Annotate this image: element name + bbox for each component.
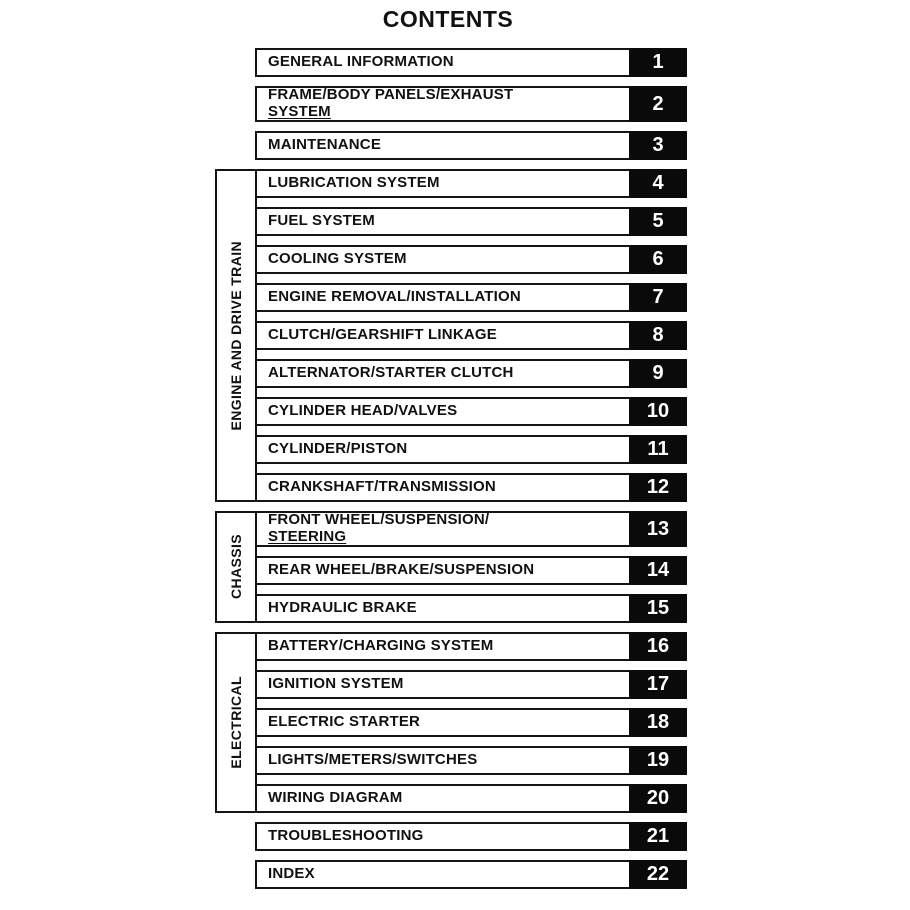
chapter-number: 20 [629, 784, 687, 813]
chapter-title: BATTERY/CHARGING SYSTEM [255, 632, 631, 661]
chapter-title: ELECTRIC STARTER [255, 708, 631, 737]
section-top [215, 48, 687, 160]
toc-row [255, 860, 687, 889]
chapter-number: 2 [629, 86, 687, 122]
toc-row [255, 594, 687, 623]
group-spacer [215, 48, 257, 160]
group-label-chassis: CHASSIS [215, 511, 257, 623]
table-of-contents [215, 48, 687, 889]
chapter-title: INDEX [255, 860, 631, 889]
chapter-number: 11 [629, 435, 687, 464]
chapter-title: IGNITION SYSTEM [255, 670, 631, 699]
toc-row [255, 746, 687, 775]
toc-row [255, 48, 687, 77]
chapter-title: FRONT WHEEL/SUSPENSION/ STEERING [255, 511, 631, 547]
chapter-number: 14 [629, 556, 687, 585]
chapter-title: LIGHTS/METERS/SWITCHES [255, 746, 631, 775]
toc-row [255, 435, 687, 464]
chapter-title: ENGINE REMOVAL/INSTALLATION [255, 283, 631, 312]
chapter-number: 18 [629, 708, 687, 737]
toc-row [255, 131, 687, 160]
section-engine-and-drive-train [215, 169, 687, 502]
group-label-electrical: ELECTRICAL [215, 632, 257, 813]
chapter-number: 3 [629, 131, 687, 160]
page-title: CONTENTS [382, 6, 514, 32]
toc-row [255, 708, 687, 737]
chapter-number: 21 [629, 822, 687, 851]
chapter-title: FUEL SYSTEM [255, 207, 631, 236]
toc-row [255, 473, 687, 502]
chapter-title: COOLING SYSTEM [255, 245, 631, 274]
toc-row [255, 245, 687, 274]
toc-row [255, 321, 687, 350]
group-spacer [215, 822, 257, 889]
toc-row [255, 511, 687, 547]
chapter-number: 4 [629, 169, 687, 198]
toc-row [255, 784, 687, 813]
chapter-number: 8 [629, 321, 687, 350]
chapter-title: CYLINDER/PISTON [255, 435, 631, 464]
chapter-number: 12 [629, 473, 687, 502]
group-label-engine-and-drive-train: ENGINE AND DRIVE TRAIN [215, 169, 257, 502]
chapter-title: LUBRICATION SYSTEM [255, 169, 631, 198]
toc-row [255, 207, 687, 236]
chapter-title: CYLINDER HEAD/VALVES [255, 397, 631, 426]
chapter-number: 9 [629, 359, 687, 388]
chapter-title: FRAME/BODY PANELS/EXHAUST SYSTEM [255, 86, 631, 122]
chapter-title: GENERAL INFORMATION [255, 48, 631, 77]
chapter-title: CRANKSHAFT/TRANSMISSION [255, 473, 631, 502]
chapter-number: 17 [629, 670, 687, 699]
toc-row [255, 397, 687, 426]
chapter-number: 6 [629, 245, 687, 274]
toc-row [255, 632, 687, 661]
chapter-number: 22 [629, 860, 687, 889]
chapter-number: 5 [629, 207, 687, 236]
chapter-number: 16 [629, 632, 687, 661]
chapter-number: 19 [629, 746, 687, 775]
chapter-number: 10 [629, 397, 687, 426]
chapter-title: WIRING DIAGRAM [255, 784, 631, 813]
toc-row [255, 556, 687, 585]
chapter-title: ALTERNATOR/STARTER CLUTCH [255, 359, 631, 388]
chapter-title: CLUTCH/GEARSHIFT LINKAGE [255, 321, 631, 350]
chapter-number: 7 [629, 283, 687, 312]
chapter-title: REAR WHEEL/BRAKE/SUSPENSION [255, 556, 631, 585]
section-chassis [215, 511, 687, 623]
toc-row [255, 86, 687, 122]
toc-row [255, 670, 687, 699]
toc-row [255, 359, 687, 388]
toc-row [255, 169, 687, 198]
chapter-title: HYDRAULIC BRAKE [255, 594, 631, 623]
chapter-number: 15 [629, 594, 687, 623]
chapter-number: 1 [629, 48, 687, 77]
section-electrical [215, 632, 687, 813]
chapter-title: MAINTENANCE [255, 131, 631, 160]
toc-row [255, 822, 687, 851]
chapter-title: TROUBLESHOOTING [255, 822, 631, 851]
toc-row [255, 283, 687, 312]
chapter-number: 13 [629, 511, 687, 547]
section-bottom [215, 822, 687, 889]
